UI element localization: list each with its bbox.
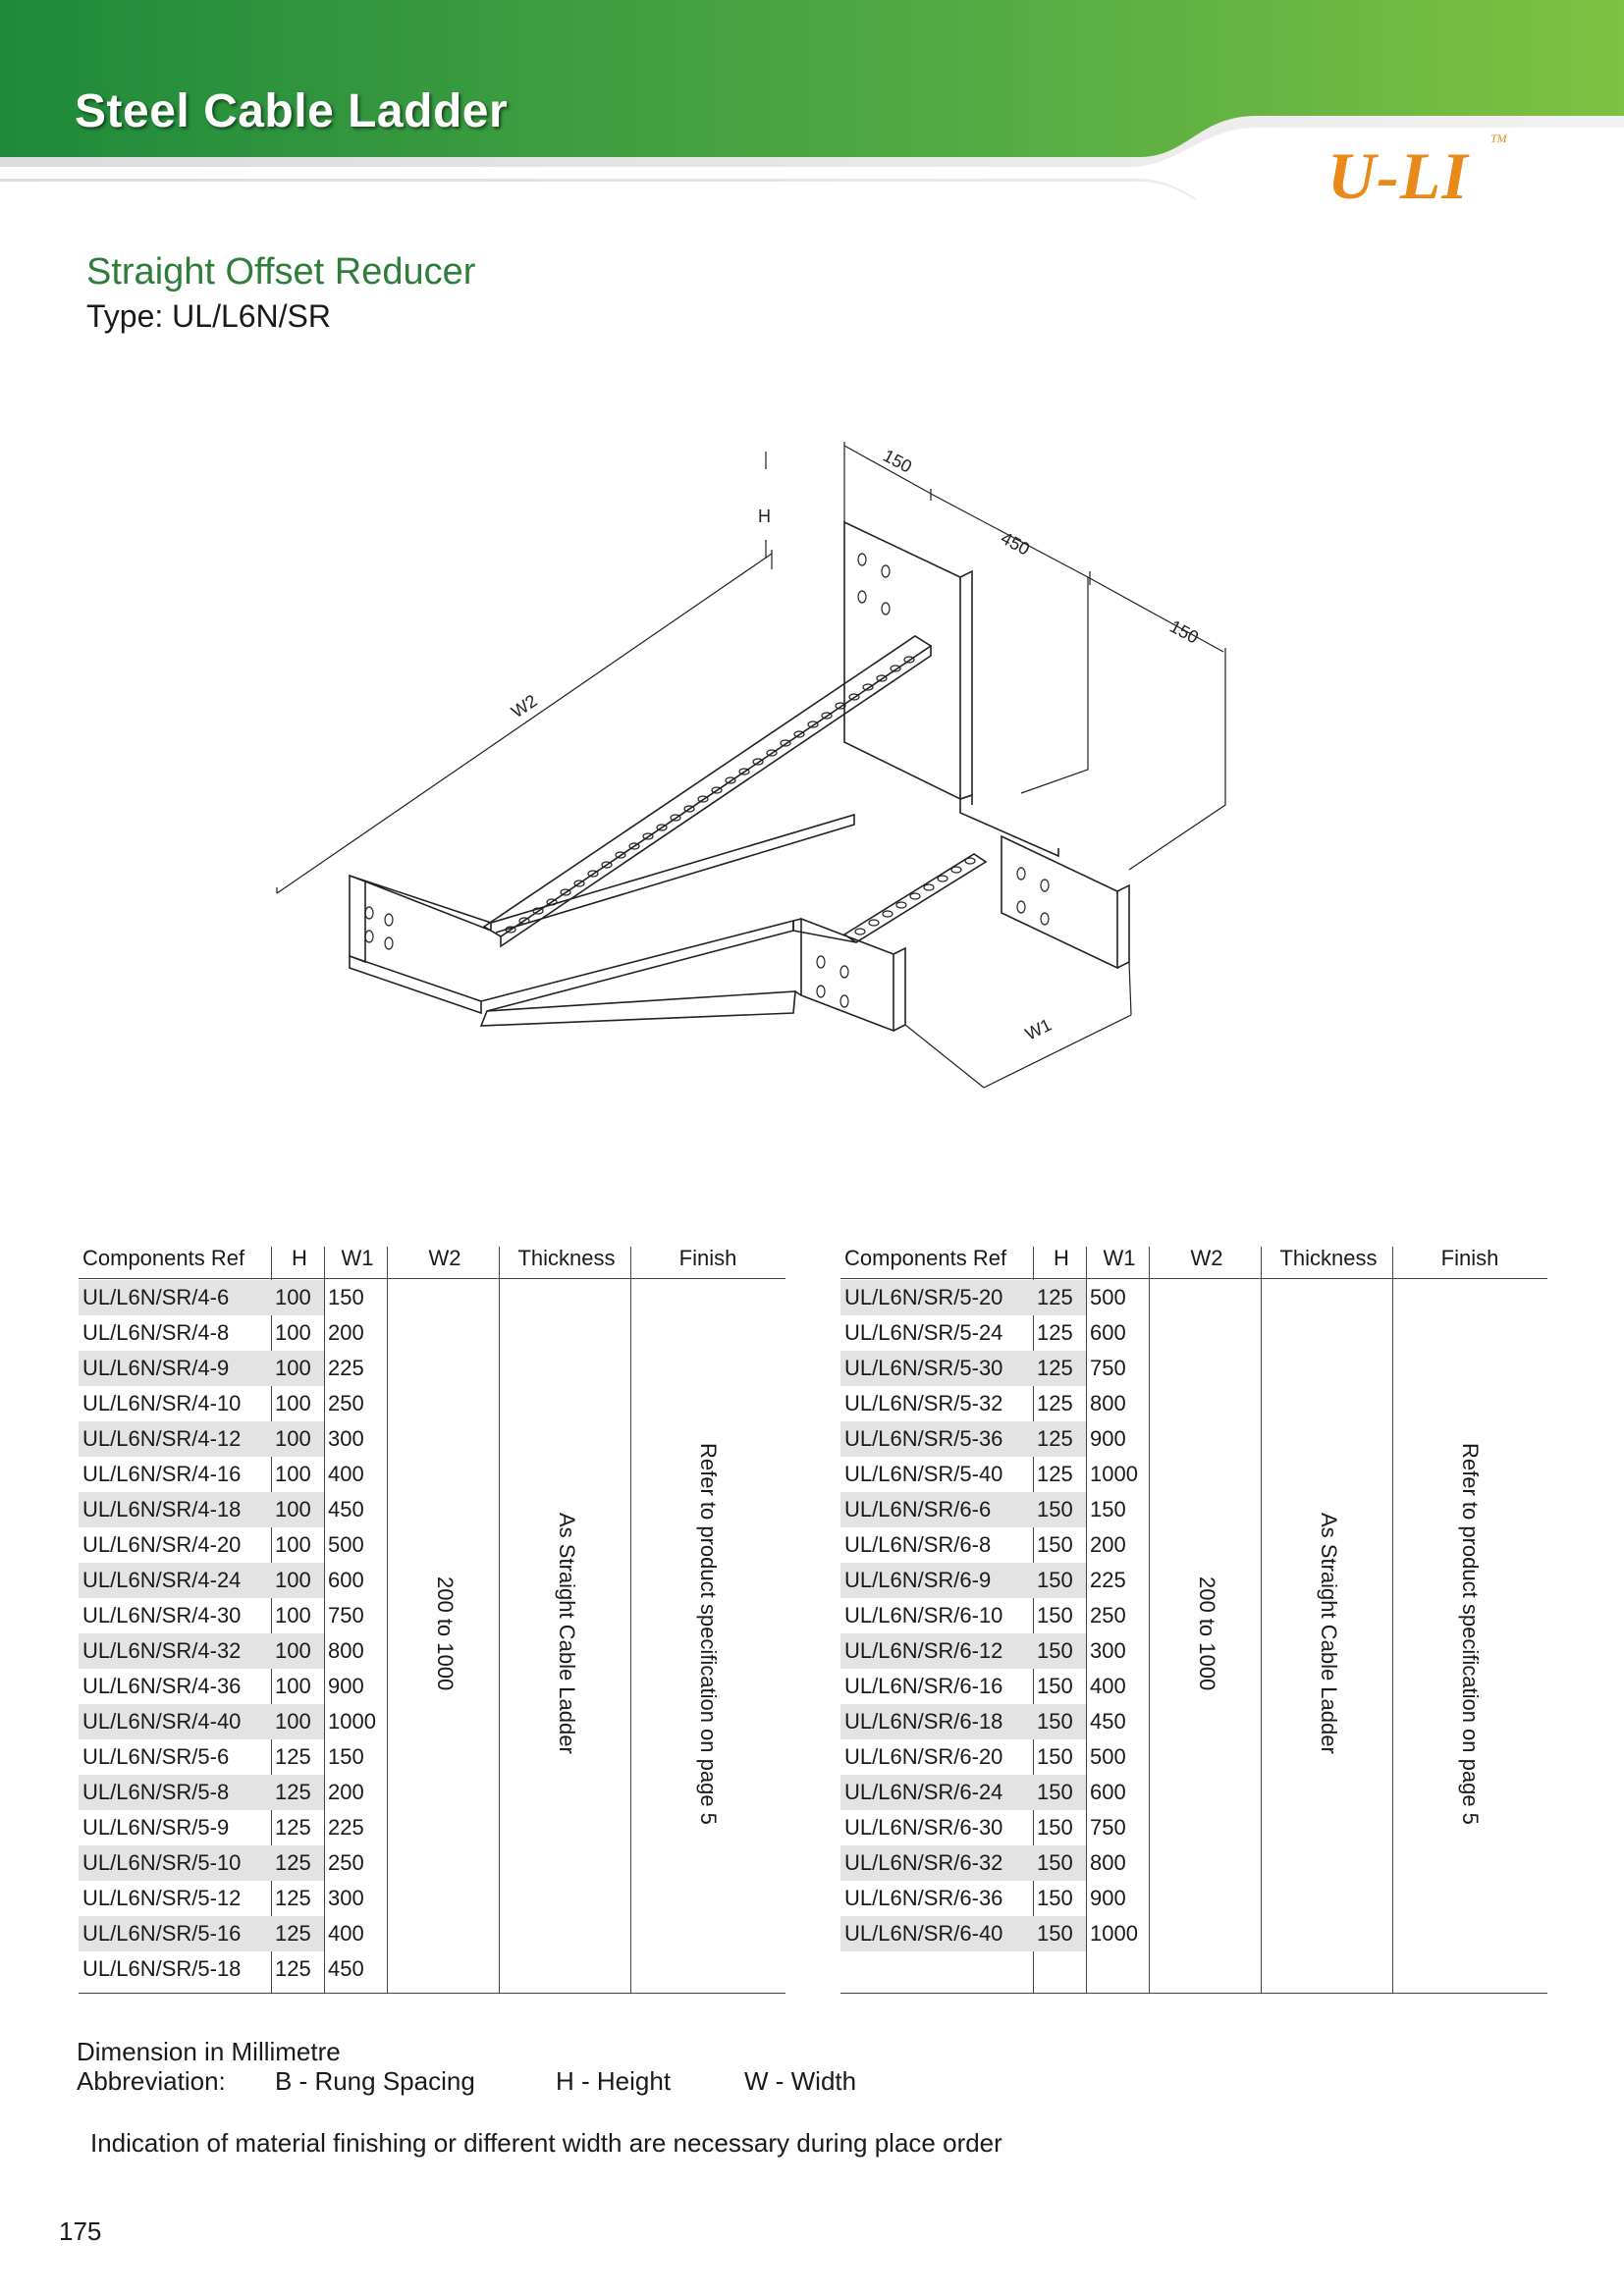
cell-w1: 400 (1090, 1674, 1126, 1698)
cell-w1: 300 (328, 1886, 364, 1910)
table-row (79, 1669, 364, 1704)
cell-w1: 500 (1090, 1285, 1126, 1309)
cell-ref: UL/L6N/SR/5-9 (82, 1815, 230, 1840)
cell-w1: 300 (328, 1426, 364, 1451)
cell-h: 150 (1037, 1638, 1073, 1663)
rung-slots (365, 554, 1049, 1007)
cell-ref: UL/L6N/SR/5-12 (82, 1886, 242, 1910)
w2-range-text: 200 to 1000 (433, 1575, 458, 1691)
cell-h: 150 (1037, 1815, 1073, 1840)
order-note: Indication of material finishing or different width are necessary during place order (90, 2128, 1002, 2158)
cell-ref: UL/L6N/SR/6-24 (844, 1780, 1003, 1804)
cell-w1: 150 (328, 1744, 364, 1769)
brand-logo: U-LI (1327, 138, 1469, 213)
dim-label-w1: W1 (1021, 1014, 1056, 1044)
cell-h: 100 (275, 1356, 311, 1380)
cell-h: 150 (1037, 1921, 1073, 1946)
thickness-text: As Straight Cable Ladder (555, 1513, 579, 1754)
cell-h: 125 (275, 1886, 311, 1910)
cell-w1: 250 (1090, 1603, 1126, 1628)
table-row (840, 1563, 1126, 1598)
cell-ref: UL/L6N/SR/6-16 (844, 1674, 1003, 1698)
abbreviation-h: H - Height (556, 2066, 672, 2096)
cell-w1: 500 (328, 1532, 364, 1557)
cell-h: 125 (275, 1744, 311, 1769)
cell-ref: UL/L6N/SR/4-16 (82, 1462, 242, 1486)
finish-text: Refer to product specification on page 5 (696, 1442, 721, 1825)
cell-h: 100 (275, 1638, 311, 1663)
table-row (840, 1739, 1126, 1775)
table-row (840, 1775, 1126, 1810)
cell-h: 100 (275, 1462, 311, 1486)
dim-label-top1: 150 (880, 445, 916, 477)
page-header (0, 0, 1624, 236)
column-rule (387, 1247, 388, 1993)
col-header-w1: W1 (341, 1246, 374, 1270)
cell-w1: 450 (328, 1497, 364, 1522)
col-header-h: H (1054, 1246, 1069, 1270)
col-header-ref: Components Ref (844, 1246, 1007, 1270)
cell-ref: UL/L6N/SR/5-32 (844, 1391, 1003, 1415)
cell-w1: 800 (1090, 1391, 1126, 1415)
cell-w1: 225 (328, 1815, 364, 1840)
table-row (840, 1421, 1126, 1457)
col-header-thickness: Thickness (517, 1246, 616, 1270)
table-row (79, 1810, 364, 1845)
cell-ref: UL/L6N/SR/6-30 (844, 1815, 1003, 1840)
cell-h: 100 (275, 1426, 311, 1451)
dim-label-h: H (758, 507, 771, 526)
cell-h: 100 (275, 1674, 311, 1698)
col-header-finish: Finish (1440, 1246, 1499, 1270)
table-row (840, 1704, 1126, 1739)
cell-h: 125 (275, 1921, 311, 1946)
cell-h: 150 (1037, 1744, 1073, 1769)
cell-ref: UL/L6N/SR/5-6 (82, 1744, 230, 1769)
table-row (840, 1457, 1138, 1492)
col-header-thickness: Thickness (1279, 1246, 1378, 1270)
cell-ref: UL/L6N/SR/5-36 (844, 1426, 1003, 1451)
cell-w1: 800 (328, 1638, 364, 1663)
table-row (79, 1527, 364, 1563)
cell-w1: 1000 (328, 1709, 376, 1734)
cell-w1: 450 (328, 1956, 364, 1981)
cell-w1: 1000 (1090, 1921, 1138, 1946)
cell-h: 125 (275, 1780, 311, 1804)
cell-ref: UL/L6N/SR/4-10 (82, 1391, 242, 1415)
abbreviation-w: W - Width (744, 2066, 857, 2096)
table-row (840, 1280, 1126, 1315)
cell-ref: UL/L6N/SR/6-32 (844, 1850, 1003, 1875)
cell-h: 150 (1037, 1603, 1073, 1628)
column-rule (1149, 1247, 1150, 1993)
cell-h: 100 (275, 1532, 311, 1557)
cell-ref: UL/L6N/SR/4-24 (82, 1568, 242, 1592)
cell-ref: UL/L6N/SR/6-6 (844, 1497, 992, 1522)
table-row (840, 1492, 1126, 1527)
finish-text: Refer to product specification on page 5 (1458, 1442, 1483, 1825)
cell-w1: 900 (1090, 1886, 1126, 1910)
cell-ref: UL/L6N/SR/5-16 (82, 1921, 242, 1946)
table-row (840, 1881, 1126, 1916)
cell-ref: UL/L6N/SR/4-20 (82, 1532, 242, 1557)
col-header-w1: W1 (1103, 1246, 1136, 1270)
col-header-w2: W2 (428, 1246, 461, 1270)
cell-h: 150 (1037, 1850, 1073, 1875)
thickness-text: As Straight Cable Ladder (1317, 1513, 1341, 1754)
cell-ref: UL/L6N/SR/5-20 (844, 1285, 1003, 1309)
dim-label-w2: W2 (508, 690, 541, 722)
cell-h: 100 (275, 1497, 311, 1522)
cell-w1: 250 (328, 1850, 364, 1875)
cell-h: 125 (275, 1815, 311, 1840)
cell-h: 150 (1037, 1886, 1073, 1910)
cell-w1: 450 (1090, 1709, 1126, 1734)
col-header-finish: Finish (678, 1246, 737, 1270)
cell-w1: 600 (328, 1568, 364, 1592)
cell-w1: 225 (1090, 1568, 1126, 1592)
table-row (79, 1916, 364, 1951)
cell-ref: UL/L6N/SR/4-32 (82, 1638, 242, 1663)
cell-w1: 1000 (1090, 1462, 1138, 1486)
cell-ref: UL/L6N/SR/4-9 (82, 1356, 230, 1380)
page-number: 175 (59, 2216, 102, 2246)
table-row (79, 1386, 364, 1421)
table-row (79, 1739, 364, 1775)
cell-w1: 200 (328, 1320, 364, 1345)
cell-w1: 500 (1090, 1744, 1126, 1769)
cell-w1: 750 (328, 1603, 364, 1628)
cell-h: 125 (1037, 1391, 1073, 1415)
table-row (79, 1351, 364, 1386)
header-rule (79, 1278, 785, 1279)
cell-ref: UL/L6N/SR/5-18 (82, 1956, 242, 1981)
cell-h: 150 (1037, 1674, 1073, 1698)
table-row (840, 1315, 1126, 1351)
cell-w1: 400 (328, 1921, 364, 1946)
abbreviation-b: B - Rung Spacing (275, 2066, 475, 2096)
cell-h: 150 (1037, 1709, 1073, 1734)
cell-h: 125 (275, 1956, 311, 1981)
cell-h: 150 (1037, 1497, 1073, 1522)
cell-w1: 225 (328, 1356, 364, 1380)
cell-ref: UL/L6N/SR/4-8 (82, 1320, 230, 1345)
table-row (79, 1280, 364, 1315)
cell-ref: UL/L6N/SR/6-40 (844, 1921, 1003, 1946)
cell-ref: UL/L6N/SR/6-36 (844, 1886, 1003, 1910)
cell-ref: UL/L6N/SR/5-10 (82, 1850, 242, 1875)
dim-label-top2: 150 (1166, 615, 1203, 648)
cell-h: 100 (275, 1320, 311, 1345)
column-rule (499, 1247, 500, 1993)
cell-h: 150 (1037, 1532, 1073, 1557)
cell-h: 125 (1037, 1426, 1073, 1451)
cell-w1: 200 (328, 1780, 364, 1804)
table-row (79, 1563, 364, 1598)
cell-h: 100 (275, 1568, 311, 1592)
offset-reducer-drawing (255, 412, 1276, 1119)
cell-ref: UL/L6N/SR/5-8 (82, 1780, 230, 1804)
col-header-w2: W2 (1190, 1246, 1223, 1270)
cell-w1: 900 (1090, 1426, 1126, 1451)
cell-h: 100 (275, 1285, 311, 1309)
table-row (79, 1704, 376, 1739)
cell-h: 100 (275, 1709, 311, 1734)
table-row (840, 1351, 1126, 1386)
table-row (79, 1633, 364, 1669)
cell-ref: UL/L6N/SR/4-12 (82, 1426, 242, 1451)
cell-ref: UL/L6N/SR/4-40 (82, 1709, 242, 1734)
cell-ref: UL/L6N/SR/4-36 (82, 1674, 242, 1698)
table-row (840, 1845, 1126, 1881)
table-row (79, 1492, 364, 1527)
table-row (79, 1598, 364, 1633)
table-bottom-rule (79, 1993, 785, 1994)
table-row (840, 1527, 1126, 1563)
cell-w1: 800 (1090, 1850, 1126, 1875)
dimension-lines (277, 442, 1225, 1088)
table-row (840, 1810, 1126, 1845)
cell-h: 150 (1037, 1568, 1073, 1592)
cell-h: 125 (275, 1850, 311, 1875)
cell-ref: UL/L6N/SR/4-30 (82, 1603, 242, 1628)
cell-w1: 750 (1090, 1815, 1126, 1840)
cell-h: 100 (275, 1603, 311, 1628)
section-type: Type: UL/L6N/SR (86, 298, 331, 334)
section-title: Straight Offset Reducer (86, 251, 476, 293)
cell-h: 125 (1037, 1320, 1073, 1345)
cell-ref: UL/L6N/SR/4-18 (82, 1497, 242, 1522)
dim-label-mid: 450 (998, 527, 1034, 560)
cell-w1: 150 (1090, 1497, 1126, 1522)
table-row (79, 1457, 364, 1492)
trademark-mark: TM (1490, 132, 1507, 145)
document-title: Steel Cable Ladder (75, 85, 509, 137)
cell-ref: UL/L6N/SR/6-12 (844, 1638, 1003, 1663)
cell-w1: 750 (1090, 1356, 1126, 1380)
cell-ref: UL/L6N/SR/6-10 (844, 1603, 1003, 1628)
column-rule (324, 1247, 325, 1993)
cell-ref: UL/L6N/SR/6-8 (844, 1532, 992, 1557)
cell-h: 125 (1037, 1285, 1073, 1309)
cell-ref: UL/L6N/SR/5-30 (844, 1356, 1003, 1380)
cell-ref: UL/L6N/SR/5-24 (844, 1320, 1003, 1345)
table-row (79, 1775, 364, 1810)
table-row (79, 1315, 364, 1351)
table-row (840, 1386, 1126, 1421)
table-row (79, 1881, 364, 1916)
cell-h: 125 (1037, 1462, 1073, 1486)
cell-h: 100 (275, 1391, 311, 1415)
table-row (79, 1845, 364, 1881)
table-row (840, 1669, 1126, 1704)
cell-w1: 300 (1090, 1638, 1126, 1663)
column-rule (1261, 1247, 1262, 1993)
cell-w1: 600 (1090, 1320, 1126, 1345)
cell-w1: 900 (328, 1674, 364, 1698)
cell-h: 125 (1037, 1356, 1073, 1380)
cell-w1: 600 (1090, 1780, 1126, 1804)
column-rule (1086, 1247, 1087, 1993)
cell-ref: UL/L6N/SR/4-6 (82, 1285, 230, 1309)
cell-ref: UL/L6N/SR/5-40 (844, 1462, 1003, 1486)
cell-w1: 400 (328, 1462, 364, 1486)
column-rule (630, 1247, 631, 1993)
table-bottom-rule (840, 1993, 1547, 1994)
header-rule (840, 1278, 1547, 1279)
cell-ref: UL/L6N/SR/6-18 (844, 1709, 1003, 1734)
cell-w1: 200 (1090, 1532, 1126, 1557)
table-row (840, 1598, 1126, 1633)
cell-w1: 250 (328, 1391, 364, 1415)
table-row (840, 1916, 1138, 1951)
column-rule (1392, 1247, 1393, 1993)
cell-ref: UL/L6N/SR/6-20 (844, 1744, 1003, 1769)
cell-h: 150 (1037, 1780, 1073, 1804)
table-row (840, 1633, 1126, 1669)
ladder-outline (350, 522, 1129, 1031)
table-row (79, 1951, 364, 1987)
col-header-h: H (292, 1246, 307, 1270)
w2-range-text: 200 to 1000 (1195, 1575, 1219, 1691)
cell-w1: 150 (328, 1285, 364, 1309)
table-row (79, 1421, 364, 1457)
dimension-note: Dimension in Millimetre (77, 2037, 341, 2066)
abbreviation-label: Abbreviation: (77, 2066, 226, 2096)
cell-ref: UL/L6N/SR/6-9 (844, 1568, 992, 1592)
col-header-ref: Components Ref (82, 1246, 245, 1270)
